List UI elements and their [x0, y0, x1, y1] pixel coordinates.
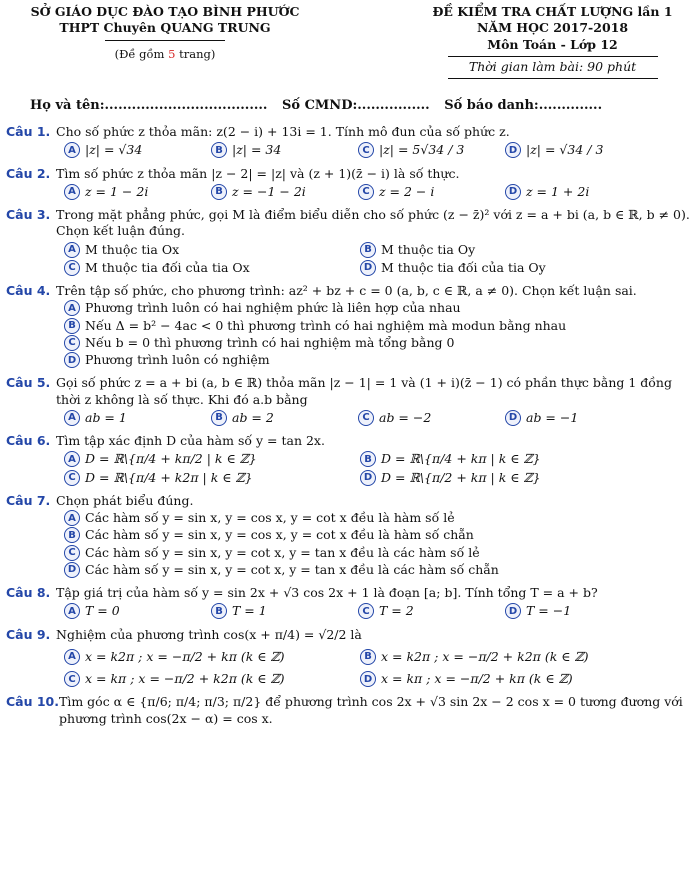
- option-letter: A: [64, 142, 80, 158]
- option-letter: D: [360, 470, 376, 486]
- question-10: [6, 694, 694, 727]
- option-letter: C: [64, 671, 80, 687]
- option-letter: D: [505, 142, 521, 158]
- option-d[interactable]: D z = 1 + 2i: [505, 184, 652, 200]
- option-d[interactable]: D Các hàm số y = sin x, y = cot x, y = tan x đều là các hàm số chẵn: [64, 562, 694, 578]
- option-b[interactable]: B D = ℝ\{π/4 + kπ | k ∈ ℤ}: [360, 451, 656, 467]
- question-1: [6, 124, 694, 159]
- divider: [448, 56, 658, 57]
- option-letter: D: [360, 671, 376, 687]
- question-text: Gọi số phức z = a + bi (a, b ∈ ℝ) thỏa mãn |z − 1| = 1 và (1 + i)(z̄ − 1) có phần thực bằng 1 đồng thời z không là số thực. Khi đó a.b bằng: [56, 375, 672, 407]
- option-letter: C: [64, 545, 80, 561]
- option-letter: C: [64, 470, 80, 486]
- option-a[interactable]: A x = k2π ; x = −π/2 + kπ (k ∈ ℤ): [64, 649, 360, 665]
- option-b[interactable]: B T = 1: [211, 603, 358, 619]
- option-c[interactable]: C z = 2 − i: [358, 184, 505, 200]
- question-number: Câu 10.: [6, 694, 60, 710]
- option-d[interactable]: D ab = −1: [505, 410, 652, 426]
- option-letter: C: [358, 410, 374, 426]
- student-info: [30, 98, 670, 115]
- question-number: Câu 3.: [6, 207, 51, 222]
- question-number: Câu 4.: [6, 283, 51, 298]
- page-count: (Đề gồm 5 trang): [114, 46, 216, 61]
- option-letter: A: [64, 410, 80, 426]
- option-letter: A: [64, 242, 80, 258]
- option-a[interactable]: A Các hàm số y = sin x, y = cos x, y = cot x đều là hàm số lẻ: [64, 510, 694, 526]
- option-d[interactable]: D Phương trình luôn có nghiệm: [64, 352, 694, 368]
- question-number: Câu 8.: [6, 585, 51, 600]
- option-b[interactable]: B x = k2π ; x = −π/2 + k2π (k ∈ ℤ): [360, 649, 656, 665]
- school-year: NĂM HỌC 2017-2018: [476, 20, 629, 36]
- option-a[interactable]: A T = 0: [64, 603, 211, 619]
- option-b[interactable]: B ab = 2: [211, 410, 358, 426]
- option-c[interactable]: C M thuộc tia đối của tia Ox: [64, 260, 360, 276]
- time-limit: Thời gian làm bài: 90 phút: [468, 58, 637, 74]
- option-c[interactable]: C Nếu b = 0 thì phương trình có hai nghiệm mà tổng bằng 0: [64, 335, 694, 351]
- option-d[interactable]: D |z| = √34 / 3: [505, 142, 652, 158]
- option-b[interactable]: B |z| = 34: [211, 142, 358, 158]
- option-letter: C: [358, 142, 374, 158]
- question-3: [6, 207, 694, 276]
- option-letter: C: [64, 335, 80, 351]
- questions: [6, 124, 694, 734]
- option-b[interactable]: B M thuộc tia Oy: [360, 242, 656, 258]
- question-number: Câu 1.: [6, 124, 51, 139]
- question-9: [6, 627, 694, 688]
- option-letter: C: [64, 260, 80, 276]
- option-b[interactable]: B z = −1 − 2i: [211, 184, 358, 200]
- school-block: [30, 4, 300, 61]
- question-text: Chọn phát biểu đúng.: [56, 492, 194, 508]
- question-2: [6, 166, 694, 201]
- option-letter: A: [64, 510, 80, 526]
- option-a[interactable]: A M thuộc tia Ox: [64, 242, 360, 258]
- question-text: Tìm góc α ∈ {π/6; π/4; π/3; π/2} để phương trình cos 2x + √3 sin 2x − 2 cos x = 0 tương đương với phương trình cos(2x − α) = cos x.: [59, 694, 683, 726]
- option-c[interactable]: C D = ℝ\{π/4 + k2π | k ∈ ℤ}: [64, 470, 360, 486]
- option-letter: D: [505, 603, 521, 619]
- option-letter: B: [64, 318, 80, 334]
- option-letter: B: [211, 142, 227, 158]
- option-c[interactable]: C |z| = 5√34 / 3: [358, 142, 505, 158]
- exam-title: ĐỀ KIỂM TRA CHẤT LƯỢNG lần 1: [432, 4, 673, 19]
- school-name: THPT Chuyên QUANG TRUNG: [59, 20, 271, 36]
- option-c[interactable]: C T = 2: [358, 603, 505, 619]
- option-letter: B: [211, 184, 227, 200]
- option-a[interactable]: A Phương trình luôn có hai nghiệm phức là liên hợp của nhau: [64, 300, 694, 316]
- option-letter: B: [360, 242, 376, 258]
- option-letter: D: [505, 410, 521, 426]
- question-number: Câu 9.: [6, 626, 51, 642]
- option-a[interactable]: A z = 1 − 2i: [64, 184, 211, 200]
- question-8: [6, 585, 694, 620]
- option-letter: B: [211, 410, 227, 426]
- option-letter: D: [360, 260, 376, 276]
- option-letter: C: [358, 603, 374, 619]
- question-number: Câu 6.: [6, 433, 51, 448]
- option-c[interactable]: C ab = −2: [358, 410, 505, 426]
- question-6: [6, 433, 694, 486]
- option-b[interactable]: B Nếu Δ = b² − 4ac < 0 thì phương trình có hai nghiệm mà modun bằng nhau: [64, 318, 694, 334]
- option-letter: D: [64, 562, 80, 578]
- option-letter: B: [360, 649, 376, 665]
- option-letter: D: [64, 352, 80, 368]
- exam-title-block: [405, 4, 700, 79]
- option-d[interactable]: D D = ℝ\{π/2 + kπ | k ∈ ℤ}: [360, 470, 656, 486]
- option-c[interactable]: C Các hàm số y = sin x, y = cot x, y = tan x đều là các hàm số lẻ: [64, 545, 694, 561]
- option-c[interactable]: C x = kπ ; x = −π/2 + k2π (k ∈ ℤ): [64, 671, 360, 687]
- option-a[interactable]: A |z| = √34: [64, 142, 211, 158]
- question-number: Câu 5.: [6, 375, 51, 391]
- question-number: Câu 2.: [6, 165, 51, 181]
- option-letter: A: [64, 649, 80, 665]
- option-a[interactable]: A ab = 1: [64, 410, 211, 426]
- question-number: Câu 7.: [6, 492, 51, 508]
- candidate-number-field: Số báo danh:..............: [444, 98, 603, 113]
- question-text: Trên tập số phức, cho phương trình: az² + bz + c = 0 (a, b, c ∈ ℝ, a ≠ 0). Chọn kết luận sai.: [56, 283, 637, 298]
- option-d[interactable]: D T = −1: [505, 603, 652, 619]
- divider: [448, 78, 658, 79]
- option-letter: A: [64, 184, 80, 200]
- question-text: Cho số phức z thỏa mãn: z(2 − i) + 13i = 1. Tính mô đun của số phức z.: [56, 124, 510, 139]
- question-7: [6, 493, 694, 578]
- option-letter: B: [64, 527, 80, 543]
- option-d[interactable]: D x = kπ ; x = −π/2 + kπ (k ∈ ℤ): [360, 671, 656, 687]
- option-a[interactable]: A D = ℝ\{π/4 + kπ/2 | k ∈ ℤ}: [64, 451, 360, 467]
- question-text: Nghiệm của phương trình cos(x + π/4) = √2/2 là: [56, 626, 362, 642]
- option-d[interactable]: D M thuộc tia đối của tia Oy: [360, 260, 656, 276]
- option-letter: B: [360, 451, 376, 467]
- divider: [105, 40, 225, 41]
- option-letter: B: [211, 603, 227, 619]
- option-letter: D: [505, 184, 521, 200]
- option-b[interactable]: B Các hàm số y = sin x, y = cos x, y = cot x đều là hàm số chẵn: [64, 527, 694, 543]
- subject: Môn Toán - Lớp 12: [487, 36, 618, 52]
- option-letter: A: [64, 451, 80, 467]
- question-text: Tìm số phức z thỏa mãn |z − 2| = |z| và (z + 1)(z̄ − i) là số thực.: [56, 165, 460, 181]
- option-letter: A: [64, 603, 80, 619]
- question-text: Tìm tập xác định D của hàm số y = tan 2x.: [56, 433, 325, 448]
- question-4: [6, 283, 694, 368]
- exam-header: [0, 4, 700, 84]
- id-field: Số CMND:................: [281, 98, 430, 113]
- option-letter: A: [64, 300, 80, 316]
- option-letter: C: [358, 184, 374, 200]
- department-name: SỞ GIÁO DỤC ĐÀO TẠO BÌNH PHƯỚC: [30, 4, 300, 19]
- question-text: Tập giá trị của hàm số y = sin 2x + √3 cos 2x + 1 là đoạn [a; b]. Tính tổng T = a + b?: [56, 585, 598, 600]
- question-5: [6, 375, 694, 426]
- question-text: Trong mặt phẳng phức, gọi M là điểm biểu diễn cho số phức (z − z̄)² với z = a + bi (a, b ∈ ℝ, b ≠ 0). Chọn kết luận đúng.: [56, 207, 690, 239]
- name-field: Họ và tên:....................................: [30, 98, 268, 113]
